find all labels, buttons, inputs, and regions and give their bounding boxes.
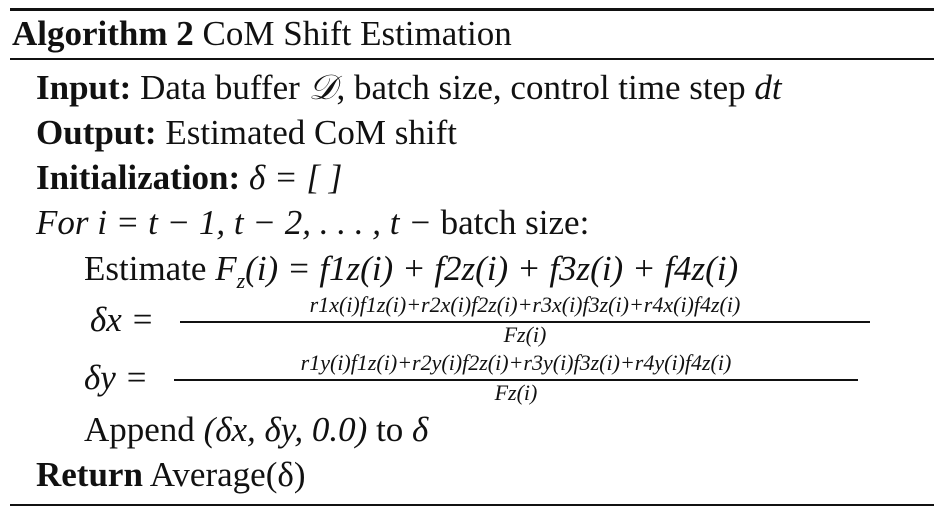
for-keyword: For [36,203,89,242]
caption-bottom-rule [10,58,934,60]
delta-x-numerator: r1x(i)f1z(i)+r2x(i)f2z(i)+r3x(i)f3z(i)+r4x(i)f4z(i) [309,292,741,317]
output-line [36,111,457,155]
estimate-word: Estimate [84,249,216,288]
output-keyword: Output: [36,113,157,152]
append-line [84,408,428,452]
output-text: Estimated CoM shift [156,113,457,152]
delta-y-lhs: δy = [84,358,149,397]
append-tuple: (δx, δy, 0.0) [203,410,368,449]
data-buffer-symbol: 𝒟 [308,68,337,107]
initialization-line [36,156,342,200]
initialization-expression: δ = [ ] [240,158,343,197]
input-keyword: Input: [36,68,132,107]
delta-x-fraction [180,292,870,350]
estimate-line [84,247,738,291]
delta-y-equation [84,350,874,408]
append-word: Append [84,410,204,449]
delta-y-fraction [174,350,858,408]
delta-y-numerator: r1y(i)f1z(i)+r2y(i)f2z(i)+r3y(i)f3z(i)+r4y(i)f4z(i) [300,350,732,375]
delta-y-denominator: Fz(i) [494,380,538,405]
delta-x-equation [90,292,880,350]
input-text-b: , batch size, control time step [336,68,755,107]
algorithm-label: Algorithm 2 [12,14,194,53]
return-keyword: Return [36,455,143,494]
input-line [36,66,782,110]
estimate-rest: (i) = f1z(i) + f2z(i) + f3z(i) + f4z(i) [245,249,739,288]
delta-x-lhs: δx = [90,300,155,339]
delta-x-denominator: Fz(i) [503,322,547,347]
for-line [36,201,589,245]
for-expression: i = t − 1, t − 2, . . . , t − [88,203,441,242]
caption-top-rule [10,8,934,11]
algorithm-bottom-rule [10,504,934,506]
initialization-keyword: Initialization: [36,158,241,197]
append-target: δ [412,410,429,449]
for-tail-text: batch size: [440,203,590,242]
algorithm-caption [12,12,512,56]
return-text: Average(δ) [142,455,306,494]
estimate-expression: $F_z(i) = f1z(i) + f2z(i) + f3z(i) + f4z(i)$ [215,249,739,293]
algorithm-title: CoM Shift Estimation [202,14,512,53]
append-to-word: to [367,410,413,449]
time-step-symbol: dt [754,68,782,107]
return-line [36,453,306,497]
input-text-a: Data buffer [131,68,309,107]
